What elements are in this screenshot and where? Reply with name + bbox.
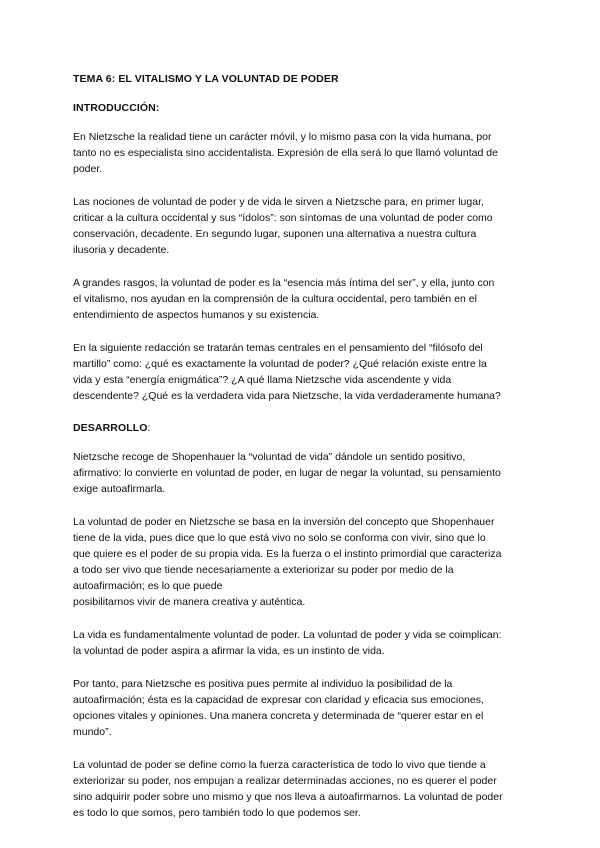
text-line: autoafirmación; ésta es la capacidad de expresar con claridad y eficacia sus emociones,: [73, 694, 484, 706]
text-line: autoafirmación; es lo que puede: [73, 580, 223, 592]
text-line: que quiere es el poder de su propia vida. Es la fuerza o el instinto primordial que caracteriza: [73, 548, 502, 560]
intro-paragraph-2: [73, 194, 531, 258]
document-title: TEMA 6: EL VITALISMO Y LA VOLUNTAD DE PODER: [73, 73, 339, 85]
text-line: a todo ser vivo que tiende necesariamente a exteriorizar su poder por medio de la: [73, 564, 454, 576]
text-line: criticar a la cultura occidental y sus “ídolos”: son síntomas de una voluntad de poder como: [73, 212, 493, 224]
development-heading-label: DESARROLLO: [73, 422, 148, 434]
development-heading: [73, 421, 531, 435]
document-page: [73, 72, 531, 838]
text-line: descendente? ¿Qué es la verdadera vida para Nietzsche, la vida verdaderamente humana?: [73, 390, 501, 402]
development-heading-colon: :: [147, 422, 151, 434]
development-paragraph-3: [73, 627, 531, 659]
text-line: Nietzsche recoge de Shopenhauer la “voluntad de vida” dándole un sentido positivo,: [73, 451, 466, 463]
intro-heading: INTRODUCCIÓN:: [73, 102, 160, 114]
development-paragraph-5: [73, 757, 531, 821]
text-line: exige autoafirmarla.: [73, 483, 166, 495]
text-line: exteriorizar su poder, nos empujan a realizar determinadas acciones, no es querer el poder: [73, 775, 497, 787]
text-line: martillo” como: ¿qué es exactamente la voluntad de poder? ¿Qué relación existe entre la: [73, 358, 487, 370]
text-line: es todo lo que somos, pero también todo lo que podemos ser.: [73, 807, 361, 819]
text-line: mundo”.: [73, 726, 112, 738]
development-paragraph-1: [73, 449, 531, 497]
text-line: sino adquirir poder sobre uno mismo y que nos lleva a autoafirmarnos. La voluntad de poder: [73, 791, 503, 803]
text-line: La voluntad de poder en Nietzsche se basa en la inversión del concepto que Shopenhauer: [73, 516, 495, 528]
text-line: ilusoria y decadente.: [73, 244, 170, 256]
text-line: la voluntad de poder aspira a afirmar la vida, es un instinto de vida.: [73, 645, 385, 657]
text-line: En la siguiente redacción se tratarán temas centrales en el pensamiento del “filósofo del: [73, 342, 483, 354]
intro-paragraph-4: [73, 340, 531, 404]
text-line: opciones vitales y opiniones. Una manera concreta y determinada de “querer estar en el: [73, 710, 484, 722]
text-line: A grandes rasgos, la voluntad de poder es la “esencia más íntima del ser”, y ella, junto con: [73, 277, 495, 289]
intro-paragraph-1: [73, 129, 531, 177]
text-line: posibilitarnos vivir de manera creativa y auténtica.: [73, 596, 306, 608]
text-line: Las nociones de voluntad de poder y de vida le sirven a Nietzsche para, en primer lugar,: [73, 196, 484, 208]
text-line: Por tanto, para Nietzsche es positiva pues permite al individuo la posibilidad de la: [73, 678, 453, 690]
intro-paragraph-3: [73, 275, 531, 323]
text-line: tiene de la vida, pues dice que lo que está vivo no solo se conforma con vivir, sino que lo: [73, 532, 486, 544]
text-line: el vitalismo, nos ayudan en la comprensión de la cultura occidental, pero también en el: [73, 293, 477, 305]
development-paragraph-4: [73, 676, 531, 740]
text-line: tanto no es especialista sino accidentalista. Expresión de ella será lo que llamó voluntad de: [73, 147, 498, 159]
text-line: vida y esta “energía enigmática”? ¿A qué llama Nietzsche vida ascendente y vida: [73, 374, 452, 386]
text-line: entendimiento de aspectos humanos y su existencia.: [73, 309, 320, 321]
development-paragraph-2: [73, 514, 531, 610]
text-line: conservación, decadente. En segundo lugar, suponen una alternativa a nuestra cultura: [73, 228, 477, 240]
text-line: afirmativo: lo convierte en voluntad de poder, en lugar de negar la voluntad, su pensamiento: [73, 467, 501, 479]
text-line: poder.: [73, 163, 103, 175]
text-line: En Nietzsche la realidad tiene un carácter móvil, y lo mismo pasa con la vida humana, por: [73, 131, 492, 143]
text-line: La vida es fundamentalmente voluntad de poder. La voluntad de poder y vida se coimplican:: [73, 629, 502, 641]
text-line: La voluntad de poder se define como la fuerza característica de todo lo vivo que tiende a: [73, 759, 486, 771]
